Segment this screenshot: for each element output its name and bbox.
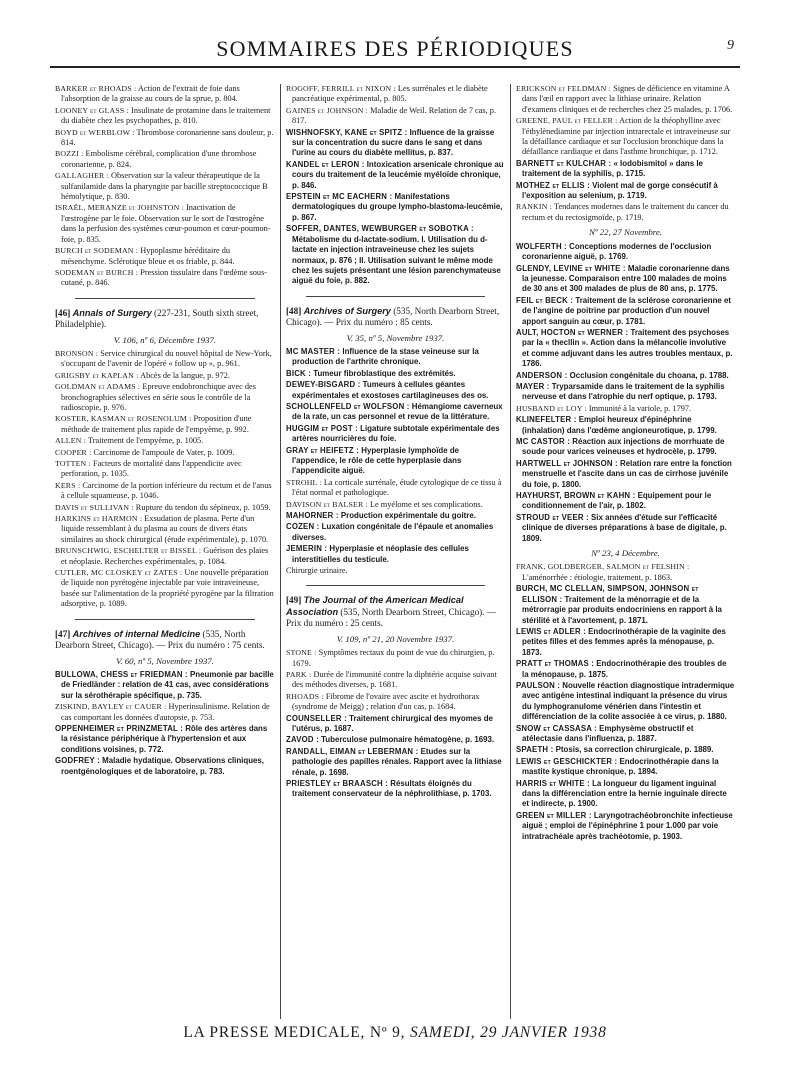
article-title: Insulinate de protamine dans le traitement du diabète chez les psychopathes, p. 810. bbox=[61, 105, 271, 126]
article-title: Production expérimentale du goitre. bbox=[338, 511, 476, 521]
article-authors: PAULSON : bbox=[516, 680, 561, 690]
section-number: [49] bbox=[286, 595, 302, 606]
article-authors: RANDALL, EIMAN et LEBERMAN : bbox=[286, 746, 419, 756]
article-entry bbox=[55, 349, 275, 370]
article-entry bbox=[516, 513, 735, 544]
article-entry bbox=[55, 203, 275, 245]
article-title: Emploi heureux d'épinéphrine (inhalation) dans l'œdème angioneurotique, p. 1799. bbox=[522, 415, 717, 435]
columns bbox=[50, 84, 740, 1019]
article-entry bbox=[516, 437, 735, 458]
article-entry bbox=[55, 670, 275, 701]
article-title: Thrombose coronarienne sans douleur, p. 814. bbox=[61, 127, 274, 148]
article-entry bbox=[286, 648, 505, 669]
article-entry bbox=[55, 414, 275, 435]
article-entry bbox=[516, 296, 735, 327]
page-header bbox=[50, 22, 740, 68]
article-title: Hémangiome caverneux de la rate, un cas personnel et revue de la littérature. bbox=[292, 401, 503, 422]
article-authors: GREEN et MILLER : bbox=[516, 810, 592, 820]
article-authors: STROUD et VEER : bbox=[516, 512, 589, 522]
article-entry bbox=[55, 106, 275, 127]
article-authors: CUTLER, MC CLOSKEY et ZATES : bbox=[55, 568, 183, 578]
article-title: Une nouvelle préparation de liquide non pyrétogène injectable par voie intraveineuse, basée sur l'alimentation de la propriété pyrogène par la filtration adsorptive, p. 1089. bbox=[61, 568, 274, 609]
article-entry bbox=[286, 747, 505, 778]
article-authors: SOFFER, DANTES, WEWBURGER et SOBOTKA : bbox=[286, 224, 474, 234]
article-title: Abcès de la langue, p. 972. bbox=[138, 370, 230, 380]
article-entry bbox=[516, 491, 735, 512]
article-authors: BICK : bbox=[286, 368, 312, 378]
article-authors: RANKIN : bbox=[516, 202, 553, 212]
article-authors: SNOW et CASSASA : bbox=[516, 723, 597, 733]
article-entry bbox=[516, 627, 735, 658]
article-entry bbox=[55, 246, 275, 267]
continued-entries bbox=[286, 84, 505, 287]
article-title: Endocrinothérapie des troubles de la ménopause, p. 1875. bbox=[522, 659, 727, 679]
article-title: Traitement de la sclérose coronarienne et de l'angine de poitrine par production d'un nouvel apport sanguin au cœur, p. 1781. bbox=[522, 295, 732, 326]
article-title: Manifestations dermatologiques du groupe lympho-blastoma-leucémie, p. 867. bbox=[292, 192, 503, 222]
article-authors: PRATT et THOMAS : bbox=[516, 659, 595, 669]
article-entry bbox=[516, 404, 735, 414]
article-title: Inactivation de l'œstrogène par le foie. Observation sur le sort de l'œstrogène dans la perfusion des systèmes cœur-poumon et cœur-poumon-foie, p. 835. bbox=[61, 203, 271, 244]
article-title: Traitement de la ménorragie et de la métrorragie par produits endocriniens en rapport à la stérilité et à l'avortement, p. 1871. bbox=[522, 594, 722, 625]
article-authors: OPPENHEIMER et PRINZMETAL : bbox=[55, 723, 184, 733]
article-entry bbox=[286, 446, 505, 477]
article-authors: BOYD et WERBLOW : bbox=[55, 127, 135, 137]
article-authors: SODEMAN et BURCH : bbox=[55, 267, 139, 277]
article-title: Signes de déficience en vitamine A dans l'œil en rapport avec la lithiase urinaire. Relation d'examens cliniques et de recherches chez 25 malades, p. 1706. bbox=[522, 84, 733, 114]
article-title: Luxation congénitale de l'épaule et anomalies diverses. bbox=[292, 522, 494, 542]
article-title: Fibrome de l'ovaire avec ascite et hydrothorax (syndrome de Meigg) ; relation d'un cas, p. 1684. bbox=[292, 691, 480, 712]
article-title: Epreuve endobronchique avec des bronchographies sélectives en série sous le contrôle de la radioscopie, p. 976. bbox=[61, 382, 256, 412]
section-number: [47] bbox=[55, 628, 71, 639]
article-entry bbox=[55, 84, 275, 105]
article-authors: ERICKSON et FELDMAN : bbox=[516, 84, 611, 93]
article-authors: MC MASTER : bbox=[286, 346, 341, 356]
article-entry bbox=[286, 369, 505, 379]
journal-name: The Journal of the American Medical Association bbox=[286, 595, 464, 617]
article-entry bbox=[516, 116, 735, 158]
article-authors: HAYHURST, BROWN et KAHN : bbox=[516, 491, 636, 501]
article-authors: HARKINS et HARMON : bbox=[55, 514, 143, 524]
article-title: Endocrinothérapie dans la mastite kystique chronique, p. 1894. bbox=[522, 756, 719, 777]
article-entry bbox=[286, 424, 505, 445]
article-entry bbox=[516, 242, 735, 263]
article-authors: GALLAGHER : bbox=[55, 171, 109, 181]
article-title: Equipement pour le conditionnement de l'air, p. 1802. bbox=[522, 491, 712, 511]
article-title: Conceptions modernes de l'occlusion coronarienne aiguë, p. 1769. bbox=[522, 241, 712, 262]
volume-line: V. 109, nº 21, 20 Novembre 1937. bbox=[336, 633, 455, 644]
article-entry bbox=[516, 181, 735, 202]
article-authors: EPSTEIN et MC EACHERN : bbox=[286, 192, 393, 202]
article-authors: KANDEL et LERON : bbox=[286, 159, 365, 169]
article-entry bbox=[516, 328, 735, 370]
article-authors: COOPER : bbox=[55, 447, 92, 457]
article-authors: LOONEY et GLASS : bbox=[55, 105, 129, 115]
continued-entries bbox=[55, 84, 275, 289]
article-title: La longueur du ligament inguinal dans la différenciation entre la hernie inguinale directe et indirecte, p. 1900. bbox=[522, 778, 727, 809]
article-title: Action de la théophylline avec l'éthylènediamine par injection intrarectale et intraveineuse sur la défaillance cardiaque et sur l'occlusion bronchique dans la défaillance cardiaque et dans l'asthme bronchique, p. 1712. bbox=[522, 116, 731, 157]
article-title: Maladie hydatique. Observations cliniques, roentgénologiques et de laboratoire, p. 783. bbox=[61, 756, 264, 776]
article-authors: DAVIS et SULLIVAN : bbox=[55, 502, 134, 512]
article-authors: PRIESTLEY et BRAASCH : bbox=[286, 778, 389, 788]
article-title: Facteurs de mortalité dans l'appendicite avec perforation, p. 1035. bbox=[61, 459, 242, 479]
journal-address: (535, North Dearborn Street, Chicago). — Prix du numéro : 75 cents. bbox=[55, 628, 265, 651]
article-title: Maladie de Weil. Relation de 7 cas, p. 817. bbox=[292, 105, 497, 126]
entries-47 bbox=[55, 670, 275, 777]
article-authors: STROHL : bbox=[286, 477, 322, 487]
article-authors: ISRAËL, MERANZE et JOHNSTON : bbox=[55, 203, 184, 213]
article-title: Tendances modernes dans le traitement du cancer du rectum et du rectosigmoïde, p. 1719. bbox=[522, 202, 729, 222]
article-entry bbox=[286, 160, 505, 191]
article-title: Pneumonie par bacille de Friedländer : relation de 41 cas, avec considérations sur la sérothérapie spécifique, p. 735. bbox=[61, 669, 274, 700]
article-title: Violent mal de gorge consécutif à l'exposition au selenium, p. 1719. bbox=[522, 180, 718, 201]
section-divider bbox=[306, 296, 485, 297]
article-title: Etudes sur la pathologie des papilles rénales. Rapport avec la lithiase rénale, p. 1698. bbox=[292, 746, 502, 777]
article-authors: WOLFERTH : bbox=[516, 241, 567, 251]
article-title: Guérison des plaies et néoplasie. Recherches expérimentales, p. 1084. bbox=[61, 546, 269, 566]
article-entry bbox=[286, 714, 505, 735]
article-entry bbox=[55, 149, 275, 170]
article-authors: GODFREY : bbox=[55, 756, 100, 766]
article-title: Hyperinsulinisme. Relation de cas comportant les données d'autopsie, p. 753. bbox=[61, 702, 270, 722]
article-authors: GREENE, PAUL et FELLER : bbox=[516, 116, 618, 126]
article-title: Hypoplasme héréditaire du mésenchyme. Sclérotique bleue et os friable, p. 844. bbox=[61, 246, 235, 266]
article-authors: FRANK, GOLDBERGER, SALMON et FELSHIN : bbox=[516, 562, 690, 572]
article-entry bbox=[516, 415, 735, 436]
continued-entries bbox=[516, 84, 735, 223]
article-entry bbox=[55, 546, 275, 567]
article-entry bbox=[516, 382, 735, 403]
article-authors: COUNSELLER : bbox=[286, 713, 347, 723]
article-authors: MOTHEZ et ELLIS : bbox=[516, 180, 590, 190]
journal-name: Archives of Surgery bbox=[303, 305, 391, 316]
article-entry bbox=[55, 724, 275, 755]
article-entry bbox=[55, 702, 275, 723]
article-entry bbox=[286, 779, 505, 800]
article-entry bbox=[286, 670, 505, 691]
article-entry bbox=[516, 745, 735, 755]
section-heading-46 bbox=[55, 308, 275, 331]
article-title: Tumeurs à cellules géantes expérimentales et exostoses cartilagineuses des os. bbox=[292, 380, 489, 400]
entries-46 bbox=[55, 349, 275, 610]
article-title: Laryngotrachéobronchite infectieuse aiguë ; emploi de l'épinéphrine 1 pour 1.000 par voie intratrachéale après trachéotomie, p. 1903. bbox=[522, 810, 733, 841]
article-title: Tumeur fibroblastique des extrémités. bbox=[311, 368, 456, 378]
article-entry bbox=[55, 382, 275, 413]
article-entry bbox=[286, 84, 505, 105]
article-title: Carcinome de la portion inférieure du rectum et de l'anus à cellule squameuse, p. 1046. bbox=[61, 480, 272, 501]
article-authors: GRIGSBY et KAPLAN : bbox=[55, 370, 139, 380]
article-entry bbox=[516, 202, 735, 223]
article-entry bbox=[286, 544, 505, 565]
article-entry bbox=[55, 128, 275, 149]
article-title: Proposition d'une méthode de traitement plus rapide de l'empyème, p. 992. bbox=[61, 414, 252, 434]
article-entry bbox=[286, 511, 505, 521]
page-footer bbox=[50, 1024, 740, 1042]
article-authors: LEWIS et ADLER : bbox=[516, 626, 586, 636]
journal-address: (535, North Dearborn Street, Chicago). — Prix du numéro : 85 cents. bbox=[286, 305, 500, 328]
article-entry bbox=[55, 436, 275, 446]
article-title: Rupture du tendon du sépineux, p. 1059. bbox=[133, 502, 271, 512]
page-number: 9 bbox=[727, 38, 734, 53]
footer-date: SAMEDI, 29 JANVIER 1938 bbox=[410, 1024, 607, 1041]
article-title: Six années d'étude sur l'efficacité clinique de diverses préparations à base de digitale, p. 1809. bbox=[522, 512, 727, 543]
article-authors: HARRIS et WHITE : bbox=[516, 778, 590, 788]
article-authors: BURCH, MC CLELLAN, SIMPSON, JOHNSON et ELLISON : bbox=[516, 584, 699, 604]
article-entry bbox=[55, 268, 275, 289]
section-divider bbox=[75, 298, 255, 299]
article-authors: KERS : bbox=[55, 480, 81, 490]
section-heading-48 bbox=[286, 306, 505, 329]
article-entry bbox=[516, 757, 735, 778]
article-entry bbox=[286, 128, 505, 159]
column-3 bbox=[510, 84, 740, 1019]
article-entry bbox=[286, 192, 505, 223]
article-entry bbox=[516, 724, 735, 745]
article-authors: MC CASTOR : bbox=[516, 437, 571, 446]
article-title: Traitement de l'empyème, p. 1005. bbox=[86, 436, 204, 446]
article-authors: ZAVOD : bbox=[286, 735, 319, 745]
article-authors: GLENDY, LEVINE et WHITE : bbox=[516, 263, 626, 273]
article-entry bbox=[516, 779, 735, 810]
article-title: Occlusion congénitale du choana, p. 1788. bbox=[567, 370, 729, 380]
article-authors: SCHOLLENFELD et WOLFSON : bbox=[286, 401, 410, 411]
article-entry bbox=[516, 584, 735, 626]
section-heading-47 bbox=[55, 629, 275, 652]
article-authors: LEWIS et GESCHICKTER : bbox=[516, 756, 618, 766]
article-title: Intoxication arsenicale chronique au cours du traitement de la leucémie myéloïde chronique, p. 846. bbox=[292, 159, 504, 190]
article-authors: SPAETH : bbox=[516, 745, 554, 755]
entries-issue-23 bbox=[516, 562, 735, 842]
article-authors: HUGGIM et POST : bbox=[286, 423, 358, 433]
article-title: Résultats éloignés du traitement conservateur de la néphrolithiase, p. 1703. bbox=[292, 778, 492, 799]
article-title: Influence de la stase veineuse sur la production de l'arthrite chronique. bbox=[292, 346, 479, 367]
article-title: Ligature subtotale expérimentale des artères nourricières du foie. bbox=[292, 423, 500, 444]
article-authors: MAHORNER : bbox=[286, 511, 339, 521]
article-title: L'aménorrhée : étiologie, traitement, p. 1863. bbox=[522, 572, 673, 582]
journal-name: Archives of internal Medicine bbox=[72, 628, 201, 639]
journal-page bbox=[50, 22, 740, 1067]
article-authors: PARK : bbox=[286, 669, 312, 679]
entries-issue-22 bbox=[516, 242, 735, 544]
entries-48 bbox=[286, 347, 505, 577]
journal-name: Annals of Surgery bbox=[72, 307, 152, 318]
article-entry bbox=[55, 503, 275, 513]
article-title: Tuberculose pulmonaire hématogène, p. 1693. bbox=[318, 735, 495, 745]
section-number: [46] bbox=[55, 307, 71, 318]
article-entry bbox=[286, 347, 505, 368]
section-divider bbox=[306, 585, 485, 586]
article-title: Carcinome de l'ampoule de Vater, p. 1009. bbox=[91, 447, 235, 457]
article-entry bbox=[286, 478, 505, 499]
article-entry bbox=[55, 756, 275, 777]
article-title: Le myélome et ses complications. bbox=[367, 499, 483, 509]
article-authors: RHOADS : bbox=[286, 691, 324, 701]
article-title: Symptômes rectaux du point de vue du chirurgien, p. 1679. bbox=[292, 648, 495, 668]
page-title: SOMMAIRES DES PÉRIODIQUES bbox=[216, 36, 574, 61]
article-title: Influence de la graisse sur la concentration du sucre dans le sang et dans l'urine au cours du diabète mellitus, p. 837. bbox=[292, 127, 495, 158]
article-authors: JEMERIN : bbox=[286, 544, 328, 554]
article-entry bbox=[516, 681, 735, 723]
article-entry bbox=[516, 562, 735, 583]
article-title: Pression tissulaire dans l'œdème sous-cutané, p. 846. bbox=[61, 267, 268, 288]
article-title: Endocrinothérapie de la vaginite des petites filles et des femmes après la ménopause, p. 1873. bbox=[522, 626, 726, 657]
article-entry bbox=[55, 171, 275, 202]
article-entry bbox=[55, 568, 275, 610]
article-entry bbox=[286, 692, 505, 713]
article-title: Traitement des psychoses par la « thecllin ». Action dans la mélancolie involutive et comme adjuvant dans les autres troubles mentaux, p. 1786. bbox=[522, 327, 733, 369]
section-heading-49 bbox=[286, 595, 505, 629]
journal-address: (227-231, South sixth street, Philadelphie). bbox=[55, 307, 259, 330]
article-title: Ptosis, sa correction chirurgicale, p. 1889. bbox=[553, 745, 714, 755]
article-title: « Iodobismitol » dans le traitement de la syphilis, p. 1715. bbox=[522, 158, 703, 179]
article-entry bbox=[286, 566, 505, 576]
footer-journal: LA PRESSE MEDICALE, Nº 9, bbox=[183, 1024, 406, 1041]
article-entry bbox=[516, 659, 735, 680]
article-title: Observation sur la valeur thérapeutique de la sulfanilamide dans la pharyngite par bacille streptococcique B hémolytique, p. 830. bbox=[61, 171, 268, 202]
article-title: Nouvelle réaction diagnostique intradermique avec antigène intestinal indiquant la présence du virus du lymphogranulome vénérien dans l'intestin et différenciation de la colite associée à ce virus, p. 1880. bbox=[522, 680, 735, 722]
article-authors: BARKER et RHOADS : bbox=[55, 84, 137, 93]
article-authors: ROGOFF, FERRILL et NIXON : bbox=[286, 84, 396, 93]
article-entry bbox=[286, 106, 505, 127]
article-entry bbox=[55, 481, 275, 502]
article-title: Hyperplasie et néoplasie des cellules interstitielles du testicule. bbox=[292, 544, 469, 564]
article-authors: STONE : bbox=[286, 648, 317, 658]
article-authors: GAINES et JOHNSON : bbox=[286, 105, 369, 115]
article-title: Action de l'extrait de foie dans l'absorption de la graisse au cours de la sprue, p. 804. bbox=[61, 84, 240, 104]
article-entry bbox=[286, 735, 505, 745]
article-authors: ALLEN : bbox=[55, 436, 87, 446]
article-entry bbox=[516, 459, 735, 490]
issue-subheading: Nº 22, 27 Novembre. bbox=[588, 227, 662, 238]
article-entry bbox=[55, 459, 275, 480]
article-entry bbox=[55, 448, 275, 458]
article-entry bbox=[55, 371, 275, 381]
section-number: [48] bbox=[286, 305, 302, 316]
article-title: Embolisme cérébral, complication d'une thrombose coronarienne, p. 824. bbox=[61, 149, 257, 169]
article-title: Immunité à la variole, p. 1797. bbox=[586, 403, 692, 413]
article-title: Exsudation de plasma. Perte d'un liquide ressemblant à du plasma au cours de divers états similaires au shock chirurgical (étude expérimentale), p. 1070. bbox=[61, 514, 269, 544]
article-entry bbox=[286, 500, 505, 510]
article-title: Emphysème obstructif et atélectasie dans l'influenza, p. 1887. bbox=[522, 723, 694, 743]
article-title: Métabolisme du d-lactate-sodium. I. Utilisation du d-lactate en injection intraveineuse chez les sujets normaux, p. 876 ; II. Utilisation suivant le même mode chez les sujets présentant une lésion parenchymateuse aiguë du foie, p. 882. bbox=[292, 234, 501, 286]
article-title: Tryparsamide dans le traitement de la syphilis nerveuse et dans l'atrophie du nerf optique, p. 1793. bbox=[522, 381, 725, 402]
article-authors: ANDERSON : bbox=[516, 370, 568, 380]
article-title: Relation rare entre la fonction menstruelle et l'ascite dans un cas de cirrhose juvénile du foie, p. 1800. bbox=[522, 458, 732, 489]
volume-line: V. 106, nº 6, Décembre 1937. bbox=[113, 334, 217, 345]
article-title: La corticale surrénale, étude cytologique de ce tissu à l'état normal et pathologique. bbox=[292, 477, 502, 498]
article-authors: FEIL et BECK : bbox=[516, 295, 574, 305]
article-title: Chirurgie urinaire. bbox=[286, 566, 348, 576]
article-title: Maladie coronarienne dans la jeunesse. Comparaison entre 100 malades de moins de 30 ans et 300 malades de plus de 80 ans, p. 1775. bbox=[522, 263, 730, 294]
article-entry bbox=[516, 159, 735, 180]
article-entry bbox=[516, 264, 735, 295]
article-title: Rôle des artères dans la résistance périphérique à l'hypertension et aux conditions voisines, p. 772. bbox=[61, 723, 268, 754]
journal-address: (535, North Dearborn Street, Chicago). — Prix du numéro : 25 cents. bbox=[286, 606, 497, 629]
article-authors: BRUNSCHWIG, ESCHELTER et BISSEL : bbox=[55, 546, 202, 556]
article-authors: BURCH et SODEMAN : bbox=[55, 246, 139, 256]
volume-line: V. 35, nº 5, Novembre 1937. bbox=[346, 332, 445, 343]
article-title: Les surrénales et le diabète pancréatique expérimental, p. 805. bbox=[292, 84, 488, 104]
article-title: Durée de l'immunité contre la diphtérie acquise suivant des méthodes diverses, p. 1681. bbox=[292, 669, 497, 690]
article-title: Traitement chirurgical des myomes de l'utérus, p. 1687. bbox=[292, 713, 493, 733]
article-entry bbox=[516, 811, 735, 842]
column-1 bbox=[50, 84, 280, 1019]
article-entry bbox=[286, 380, 505, 401]
column-2 bbox=[280, 84, 510, 1019]
article-authors: BULLOWA, CHESS et FRIEDMAN : bbox=[55, 669, 188, 679]
volume-line: V. 60, nº 5, Novembre 1937. bbox=[116, 655, 214, 666]
article-authors: GOLDMAN et ADAMS : bbox=[55, 382, 141, 392]
article-authors: HUSBAND et LOY : bbox=[516, 403, 587, 413]
article-authors: GRAY et HEIFETZ : bbox=[286, 445, 360, 455]
article-title: Service chirurgical du nouvel hôpital de New-York, s'occupant de l'avenir de l'opéré « follow up », p. 961. bbox=[61, 348, 272, 369]
article-title: Réaction aux injections de morrhuate de soude pour varices veineuses et hydrocèle, p. 1799. bbox=[522, 437, 725, 457]
article-authors: KOSTER, KASMAN et ROSENOLUM : bbox=[55, 414, 192, 424]
article-authors: WISHNOFSKY, KANE et SPITZ : bbox=[286, 127, 408, 137]
article-authors: ZISKIND, BAYLEY et CAUER : bbox=[55, 702, 167, 712]
article-authors: DEWEY-BISGARD : bbox=[286, 380, 361, 390]
article-entry bbox=[286, 224, 505, 286]
article-authors: MAYER : bbox=[516, 381, 550, 391]
article-title: Hyperplasie lymphoïde de l'appendice, le rôle de cette hyperplasie dans l'appendicite aiguë. bbox=[292, 445, 462, 476]
section-divider bbox=[75, 619, 255, 620]
article-authors: TOTTEN : bbox=[55, 459, 91, 468]
article-authors: HARTWELL et JOHNSON : bbox=[516, 458, 618, 468]
article-authors: BRONSON : bbox=[55, 348, 99, 358]
article-authors: AULT, HOCTON et WERNER : bbox=[516, 327, 629, 337]
issue-subheading: Nº 23, 4 Décembre. bbox=[591, 548, 660, 559]
article-entry bbox=[516, 84, 735, 115]
article-entry bbox=[286, 522, 505, 543]
article-authors: KLINEFELTER : bbox=[516, 415, 577, 425]
article-authors: COZEN : bbox=[286, 522, 320, 532]
article-entry bbox=[286, 402, 505, 423]
entries-49 bbox=[286, 648, 505, 800]
article-authors: BOZZI : bbox=[55, 149, 84, 159]
article-authors: BARNETT et KULCHAR : bbox=[516, 158, 612, 168]
article-entry bbox=[516, 371, 735, 381]
article-authors: DAVISON et BALSER : bbox=[286, 499, 368, 509]
article-entry bbox=[55, 514, 275, 545]
